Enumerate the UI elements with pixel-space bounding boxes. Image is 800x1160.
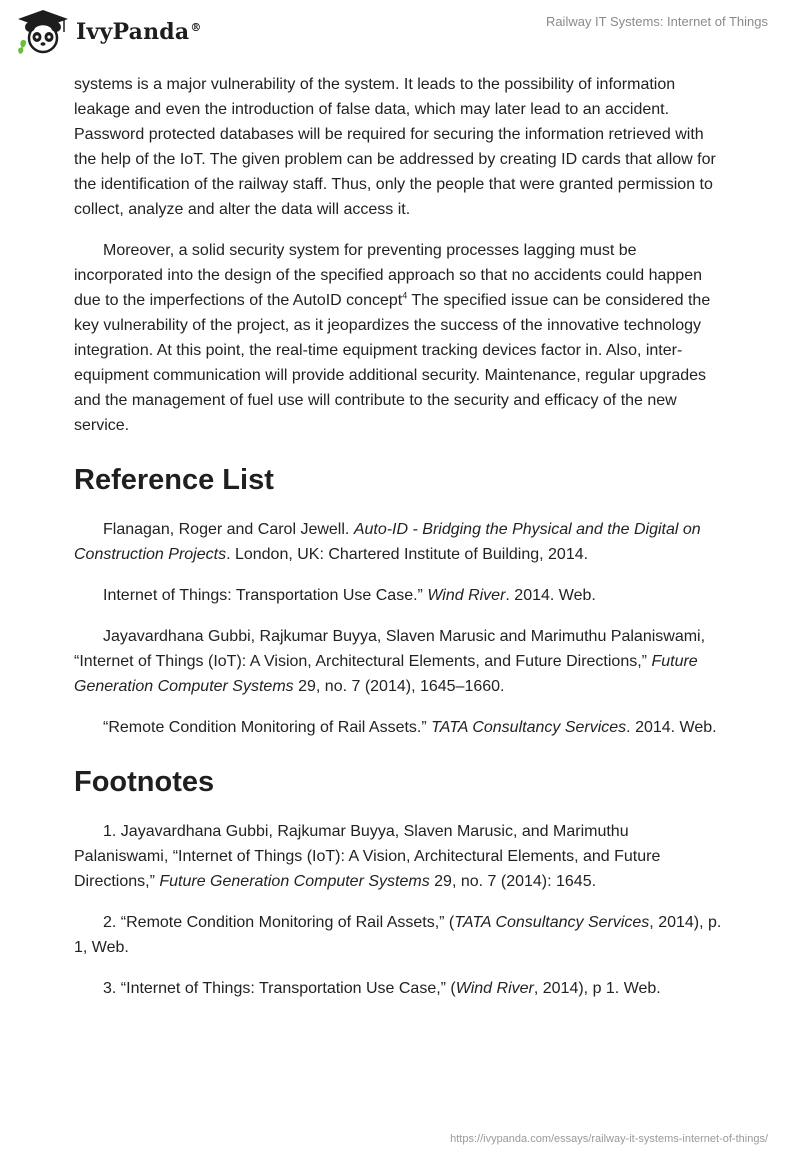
footnotes-heading: Footnotes: [74, 766, 215, 798]
reference-list-heading: Reference List: [74, 464, 274, 496]
brand-name: IvyPanda®: [76, 19, 202, 45]
brand-logo[interactable]: [16, 8, 202, 56]
footnote-item: 3. “Internet of Things: Transportation Use Case,” (Wind River, 2014), p 1. Web.: [103, 980, 661, 997]
reference-item: Internet of Things: Transportation Use Case.” Wind River. 2014. Web.: [103, 587, 596, 604]
reference-item: Jayavardhana Gubbi, Rajkumar Buyya, Slaven Marusic and Marimuthu Palaniswami, “Internet of Things (IoT): A Vision, Architectural Elements, and Future Directions,” Future Generation Computer Systems 29, no. 7 (2014), 1645–1660.: [74, 628, 706, 695]
footnote-item: 1. Jayavardhana Gubbi, Rajkumar Buyya, Slaven Marusic, and Marimuthu Palaniswami, “Internet of Things (IoT): A Vision, Architectural Elements, and Future Directions,” Future Generation Computer Systems 29, no. 7 (2014): 1645.: [74, 823, 661, 890]
reference-item: Flanagan, Roger and Carol Jewell. Auto-ID - Bridging the Physical and the Digital on Construction Projects. London, UK: Chartered Institute of Building, 2014.: [74, 521, 701, 563]
document-title: Railway IT Systems: Internet of Things: [545, 14, 768, 29]
source-url[interactable]: https://ivypanda.com/essays/railway-it-systems-internet-of-things/: [450, 1133, 768, 1145]
panda-graduate-icon: [16, 8, 70, 56]
footnote-item: 2. “Remote Condition Monitoring of Rail Assets,” (TATA Consultancy Services, 2014), p. 1, Web.: [74, 914, 722, 956]
reference-item: “Remote Condition Monitoring of Rail Assets.” TATA Consultancy Services. 2014. Web.: [103, 719, 717, 736]
essay-content: [74, 72, 726, 1017]
body-paragraph-1: systems is a major vulnerability of the system. It leads to the possibility of information leakage and even the introduction of false data, which may later lead to an accident. Password protected databases will be required for securing the information retrieved with the help of the IoT. The given problem can be addressed by creating ID cards that allow for the identification of the railway staff. Thus, only the people that were granted permission to collect, analyze and alter the data will access it.: [74, 76, 716, 218]
page-header: [0, 0, 800, 70]
footnote-ref-4[interactable]: 4: [402, 290, 408, 301]
body-paragraph-2: Moreover, a solid security system for preventing processes lagging must be incorporated into the design of the specified approach so that no accidents could happen due to the imperfections of the AutoID concept$^4$ The specified issue can be considered the key vulnerability of the project, as it jeopardizes the success of the innovative technology integration. At this point, the real-time equipment tracking devices factor in. Also, inter-equipment communication will provide additional security. Maintenance, regular upgrades and the management of fuel use will contribute to the security and efficacy of the new service.: [74, 242, 711, 434]
